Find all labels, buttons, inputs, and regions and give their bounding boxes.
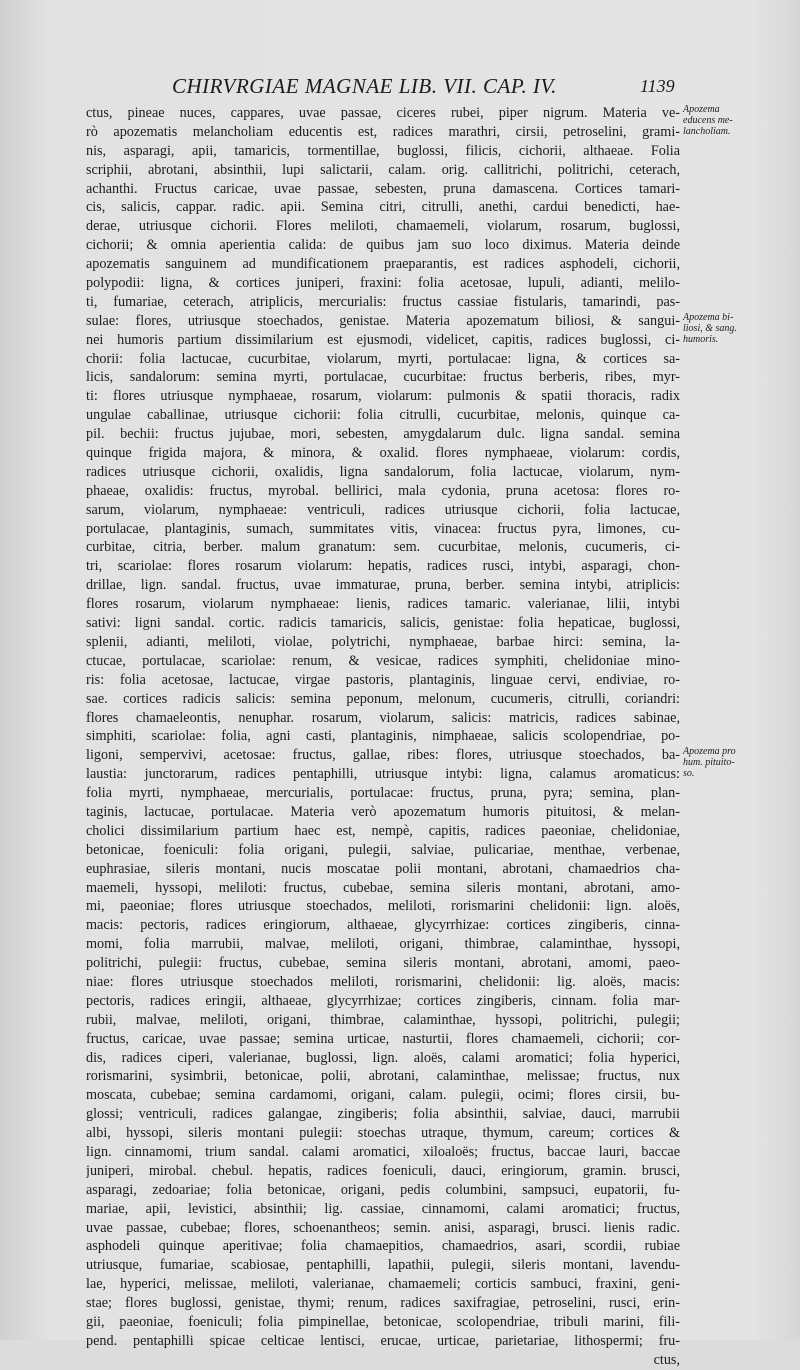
text-line: asphodeli quinque aperitivae; folia chamaepitios, chamaedrios, asari, scordii, rubiae xyxy=(86,1238,680,1255)
text-line: portulacae, plantaginis, sumach, summitates vitis, vinacea: fructus pyra, limones, cu- xyxy=(86,520,680,537)
text-line: achanthi. Fructus caricae, uvae passae, sebesten, pruna damascena. Cortices tamari- xyxy=(86,180,680,197)
margin-note-line: liosi, & sang. xyxy=(683,323,737,334)
text-line: curbitae, citria, berber. malum granatum: sem. cucurbitae, melonis, cucumeris, ci- xyxy=(86,539,680,556)
text-line: pectoris, radices eringii, althaeae, glycyrrhizae; cortices zingiberis, cinnam. folia mar- xyxy=(86,992,680,1009)
text-line: cichorii; & omnia aperientia calida: de quibus jam suo loco diximus. Materia deinde xyxy=(86,237,680,254)
page-header xyxy=(0,74,800,104)
text-line: cholici dissimilarium partium haec est, nempè, capitis, radices paeoniae, chelidoniae, xyxy=(86,822,680,839)
text-line: splenii, adianti, meliloti, violae, polytrichi, nymphaeae, barbae hirci: semina, la- xyxy=(86,633,680,650)
text-line: utriusque, fumariae, scabiosae, pentaphilli, lapathii, pulegii, sileris montani, lavendu- xyxy=(86,1257,680,1274)
text-line: nei humoris partium dissimilarium est ejusmodi, videlicet, capitis, radices buglossi, ci- xyxy=(86,331,680,348)
text-line: mariae, apii, levistici, absinthii; lig. cassiae, cinnamomi, calami aromatici; fructus, xyxy=(86,1200,680,1217)
margin-note-line: Apozema xyxy=(683,104,720,115)
margin-note xyxy=(683,746,753,779)
text-line: mi, paeoniae; flores utriusque stoechados, meliloti, rorismarini chelidonii: lign. aloës, xyxy=(86,898,680,915)
text-line: radices utriusque cichorii, oxalidis, ligna sandalorum, folia lactucae, violarum, nym- xyxy=(86,463,680,480)
text-line: fructus, caricae, uvae passae; semina urticae, nasturtii, flores chamaemeli, cichorii; cor- xyxy=(86,1030,680,1047)
text-line: pend. pentaphilli spicae celticae lentisci, erucae, urticae, parietariae, lithospermi; fru- xyxy=(86,1332,680,1349)
text-line: asparagi, zedoariae; folia betonicae, origani, pedis columbini, sampsuci, eupatorii, fu- xyxy=(86,1181,680,1198)
body-text xyxy=(86,104,680,1370)
text-line: quinque frigida majora, & minora, & oxalid. flores nymphaeae, violarum: cordis, xyxy=(86,445,680,462)
text-line: rorismarini, sysimbrii, betonicae, polii, abrotani, calaminthae, melissae; fructus, nux xyxy=(86,1068,680,1085)
text-line: cis, salicis, cappar. radic. apii. Semina citri, citrulli, anethi, cardui benedicti, hae- xyxy=(86,199,680,216)
text-line: albi, hyssopi, sileris montani pulegii: stoechas utraque, thymum, careum; cortices & xyxy=(86,1125,680,1142)
text-line: ligoni, sempervivi, acetosae: fructus, gallae, ribes: flores, utriusque stoechados, ba- xyxy=(86,747,680,764)
margin-note-line: Apozema bi- xyxy=(683,312,734,323)
text-line: scriphii, abrotani, absinthii, lupi salictarii, calam. orig. callitrichi, politrichi, ceterach, xyxy=(86,161,680,178)
text-line: laustia: junctorarum, radices pentaphilli, utriusque intybi: ligna, calamus aromaticus: xyxy=(86,766,680,783)
text-line: macis: pectoris, radices eringiorum, althaeae, glycyrrhizae: cortices zingiberis, cinna- xyxy=(86,917,680,934)
text-line: rubii, malvae, meliloti, origani, thimbrae, calaminthae, hyssopi, politrichi, pulegii; xyxy=(86,1011,680,1028)
text-line: ungulae caballinae, utriusque cichorii: folia citrulli, cucurbitae, melonis, quinque ca- xyxy=(86,407,680,424)
text-line: apozematis sanguinem ad mundificationem praeparantis, est radices asphodeli, cichorii, xyxy=(86,256,680,273)
text-line: momi, folia marrubii, malvae, meliloti, origani, thimbrae, calaminthae, hyssopi, xyxy=(86,936,680,953)
text-line: simphiti, scariolae: folia, agni casti, plantaginis, nimphaeae, salicis scolopendriae, po- xyxy=(86,728,680,745)
text-line: drillae, lign. sandal. fructus, uvae immaturae, pruna, berber. semina intybi, atriplicis: xyxy=(86,577,680,594)
text-line: taginis, lactucae, portulacae. Materia verò apozematum humoris pituitosi, & melan- xyxy=(86,803,680,820)
margin-note-line: Apozema pro xyxy=(683,746,736,757)
margin-note-line: hum. pituito- xyxy=(683,757,735,768)
text-line: lae, hyperici, melissae, meliloti, valerianae, chamaemeli; corticis sambuci, fraxini, geni- xyxy=(86,1276,680,1293)
text-line: stae; flores buglossi, genistae, thymi; renum, radices saxifragiae, petroselini, rusci, erin- xyxy=(86,1295,680,1312)
text-line: dis, radices ciperi, valerianae, buglossi, lign. aloës, calami aromatici; folia hyperici, xyxy=(86,1049,680,1066)
text-line: polypodii: ligna, & cortices juniperi, fraxini: folia acetosae, lupuli, adianti, melilo- xyxy=(86,275,680,292)
text-line: ti, fumariae, ceterach, atriplicis, mercurialis: fructus cassiae fistularis, tamarindi, pas- xyxy=(86,293,680,310)
text-line: tri, scariolae: flores rosarum violarum: hepatis, radices rusci, intybi, asparagi, chon- xyxy=(86,558,680,575)
text-line: derae, utriusque cichorii. Flores meliloti, chamaemeli, violarum, rosarum, buglossi, xyxy=(86,218,680,235)
text-line: ti: flores utriusque nymphaeae, rosarum, violarum: pulmonis & spatii thoracis, radix xyxy=(86,388,680,405)
text-line: moscata, cubebae; semina cardamomi, origani, calam. pulegii, ocimi; flores cirsii, bu- xyxy=(86,1087,680,1104)
text-line: flores rosarum, violarum nymphaeae: lienis, radices tamaric. valerianae, lilii, intybi xyxy=(86,596,680,613)
text-line: ris: folia acetosae, lactucae, virgae pastoris, plantaginis, linguae cervi, endiviae, ro- xyxy=(86,671,680,688)
margin-note-line: so. xyxy=(683,768,695,779)
text-line: uvae passae, cubebae; flores, schoenantheos; semin. anisi, asparagi, brusci. lienis radic. xyxy=(86,1219,680,1236)
text-line: sulae: flores, utriusque stoechados, genistae. Materia apozematum biliosi, & sangui- xyxy=(86,312,680,329)
text-line: flores chamaeleontis, nenuphar. rosarum, violarum, salicis: matricis, radices sabinae, xyxy=(86,709,680,726)
text-line: maemeli, hyssopi, meliloti: fructus, cubebae, semina sileris montani, abrotani, amo- xyxy=(86,879,680,896)
text-line: glossi; ventriculi, radices galangae, zingiberis; folia absinthii, salviae, dauci, marrubii xyxy=(86,1106,680,1123)
text-line: gii, paeoniae, foeniculi; folia pimpinellae, betonicae, scolopendriae, tribuli marini, fili- xyxy=(86,1314,680,1330)
text-line: sarum, violarum, nymphaeae: ventriculi, radices utriusque cichorii, folia lactucae, xyxy=(86,501,680,518)
margin-note-line: educens me- xyxy=(683,115,733,126)
page-number: 1139 xyxy=(640,76,675,96)
margin-note xyxy=(683,312,753,345)
text-line: chorii: folia lactucae, cucurbitae, violarum, myrti, portulacae: ligna, & cortices sa- xyxy=(86,350,680,367)
text-line: nis, asparagi, apii, tamaricis, tormentillae, buglossi, filicis, cichorii, althaeae. Folia xyxy=(86,142,680,159)
text-line: folia myrti, nymphaeae, mercurialis, portulacae: fructus, pruna, pyra; semina, plan- xyxy=(86,785,680,802)
text-line: pil. bechii: fructus jujubae, mori, sebesten, amygdalarum dulc. ligna sandal. semina xyxy=(86,426,680,443)
margin-note-line: lancholiam. xyxy=(683,126,731,137)
text-line: juniperi, mirobal. chebul. hepatis, radices foeniculi, dauci, eringiorum, gramin. brusci, xyxy=(86,1162,680,1179)
text-line: ctus, pineae nuces, cappares, uvae passae, ciceres rubei, piper nigrum. Materia ve- xyxy=(86,105,680,121)
text-line: euphrasiae, sileris montani, nucis moscatae polii montani, abrotani, chamaedrios cha- xyxy=(86,860,680,877)
text-line: sae. cortices radicis salicis: semina peponum, melonum, cucumeris, citrulli, coriandri: xyxy=(86,690,680,707)
text-line: licis, sandalorum: semina myrti, portulacae, cucurbitae: fructus berberis, ribes, myr- xyxy=(86,369,680,386)
text-line: betonicae, foeniculi: folia origani, pulegii, salviae, pulicariae, menthae, verbenae, xyxy=(86,841,680,858)
text-line: politrichi, pulegii: fructus, cubebae, semina sileris montani, abrotani, amomi, paeo- xyxy=(86,955,680,972)
text-line: ctus, xyxy=(653,1351,680,1368)
text-line: sativi: ligni sandal. cortic. radicis tamaricis, salicis, genistae: folia hepaticae, buglossi, xyxy=(86,615,680,632)
running-title: CHIRVRGIAE MAGNAE LIB. VII. CAP. IV. xyxy=(172,74,557,98)
text-line: rò apozematis melancholiam educentis est, radices marathri, cirsii, petroselini, grami- xyxy=(86,123,680,140)
text-line: niae: flores utriusque stoechados meliloti, rorismarini, chelidonii: lig. aloës, macis: xyxy=(86,973,680,990)
margin-note-line: humoris. xyxy=(683,334,719,345)
text-line: lign. cinnamomi, trium sandal. calami aromatici, xiloaloës; fructus, baccae lauri, baccae xyxy=(86,1143,680,1160)
text-line: phaeae, oxalidis: fructus, myrobal. bellirici, mala cydonia, pruna acetosa: flores ro- xyxy=(86,482,680,499)
margin-note xyxy=(683,104,753,137)
text-line: ctucae, portulacae, scariolae: renum, & vesicae, radices symphiti, chelidoniae mino- xyxy=(86,652,680,669)
